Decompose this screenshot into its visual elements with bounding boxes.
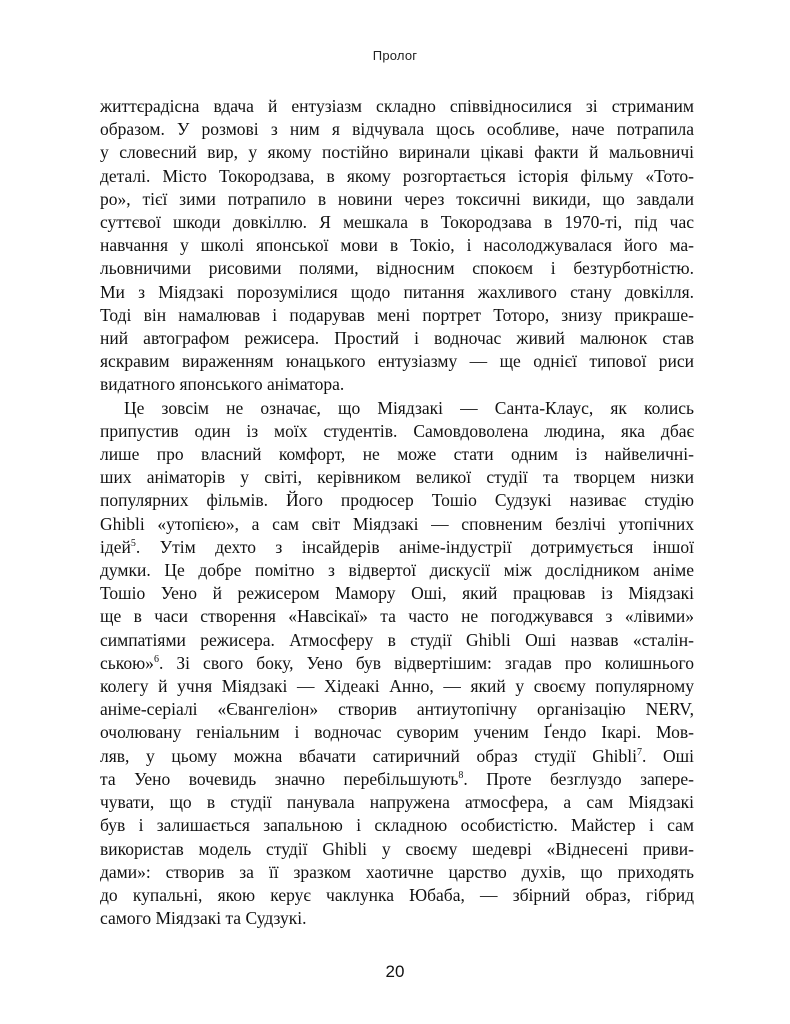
text-segment: . Оші xyxy=(642,745,694,766)
text-line: Тошіо Уено й режисером Мамору Оші, який працював із Міядзакі xyxy=(100,583,694,604)
text-line: використав модель студії Ghibli у своєму шедеврі «Віднесені приви- xyxy=(100,838,694,859)
text-line: льовничими рисовими полями, відносним спокоєм і безтурботністю. xyxy=(100,258,694,279)
text-segment: . Проте безглуздо запере- xyxy=(463,768,694,789)
text-line: самого Міядзакі та Судзукі. xyxy=(100,908,307,929)
text-line: очолювану геніальним і водночас суворим ученим Ґендо Ікарі. Мов- xyxy=(100,722,694,743)
text-line: дами»: створив за її зразком хаотичне царство духів, що приходять xyxy=(100,861,694,882)
text-line: ших аніматорів у світі, керівником великої студії та творцем низки xyxy=(100,467,694,488)
text-line: ро», тієї зими потрапило в новини через токсичні викиди, що завдали xyxy=(100,188,694,209)
text-line: у словесний вир, у якому постійно виринали цікаві факти й мальовничі xyxy=(100,142,694,163)
text-segment: ідей xyxy=(100,536,131,557)
paragraph xyxy=(100,397,694,931)
text-segment: . Зі свого боку, Уено був відвертішим: згадав про колишнього xyxy=(158,652,694,673)
text-line: ще в часи створення «Навсікаї» та часто не погоджувався з «лівими» xyxy=(100,606,694,627)
text-line: симпатіями режисера. Атмосферу в студії Ghibli Оші назвав «сталін- xyxy=(100,629,694,650)
text-line xyxy=(100,768,694,791)
body-text xyxy=(100,95,694,930)
text-line: Тоді він намалював і подарував мені портрет Тоторо, знизу прикраше- xyxy=(100,304,694,325)
text-line xyxy=(100,652,694,675)
text-segment: . Утім дехто з інсайдерів аніме-індустрії дотримується іншої xyxy=(135,536,694,557)
paragraph xyxy=(100,95,694,397)
text-line: Ghibli «утопією», а сам світ Міядзакі — сповненим безлічі утопічних xyxy=(100,513,694,534)
footnote-ref: 7 xyxy=(637,746,643,758)
running-head: Пролог xyxy=(372,48,418,63)
text-segment: ляв, у цьому можна вбачати сатиричний образ студії Ghibli xyxy=(100,745,638,766)
text-line: до купальні, якою керує чаклунка Юбаба, — збірний образ, гібрид xyxy=(100,884,694,905)
text-line: деталі. Місто Токородзава, в якому розгортається історія фільму «Тото- xyxy=(100,165,694,186)
text-segment: ською» xyxy=(100,652,154,673)
text-line: лише про власний комфорт, не може стати одним із найвеличні- xyxy=(100,444,694,465)
text-line: чувати, що в студії панувала напружена атмосфера, а сам Міядзакі xyxy=(100,792,694,813)
text-line xyxy=(100,536,694,559)
text-line: аніме-серіалі «Євангеліон» створив антиутопічну організацію NERV, xyxy=(100,699,694,720)
footnote-ref: 6 xyxy=(153,653,159,665)
text-line: яскравим вираженням юнацького ентузіазму — ще однієї типової риси xyxy=(100,351,694,372)
text-line: життєрадісна вдача й ентузіазм складно співвідносилися зі стриманим xyxy=(100,96,694,116)
text-line: образом. У розмові з ним я відчувала щось особливе, наче потрапила xyxy=(100,119,694,140)
footnote-ref: 5 xyxy=(130,537,136,549)
footnote-ref: 8 xyxy=(458,769,464,781)
text-line: видатного японського аніматора. xyxy=(100,374,345,395)
page-number: 20 xyxy=(385,962,405,981)
text-segment: та Уено вочевидь значно перебільшують xyxy=(100,768,459,789)
text-line: припустив один із моїх студентів. Самовдоволена людина, яка дбає xyxy=(100,420,694,441)
text-line: був і залишається запальною і складною особистістю. Майстер і сам xyxy=(100,815,694,836)
text-line xyxy=(100,745,694,768)
text-line: суттєвої шкоди довкіллю. Я мешкала в Токородзава в 1970-ті, під час xyxy=(100,212,694,233)
text-line: навчання у школі японської мови в Токіо, і насолоджувалася його ма- xyxy=(100,235,694,256)
text-line: думки. Це добре помітно з відвертої дискусії між дослідником аніме xyxy=(100,560,694,581)
text-line: колегу й учня Міядзакі — Хідеакі Анно, — який у своєму популярному xyxy=(100,676,694,697)
text-line: ний автографом режисера. Простий і водночас живий малюнок став xyxy=(100,328,694,349)
text-line: Це зовсім не означає, що Міядзакі — Санта-Клаус, як колись xyxy=(124,397,694,418)
text-line: популярних фільмів. Його продюсер Тошіо Судзукі називає студію xyxy=(100,490,694,511)
text-line: Ми з Міядзакі порозумілися щодо питання жахливого стану довкілля. xyxy=(100,281,694,302)
